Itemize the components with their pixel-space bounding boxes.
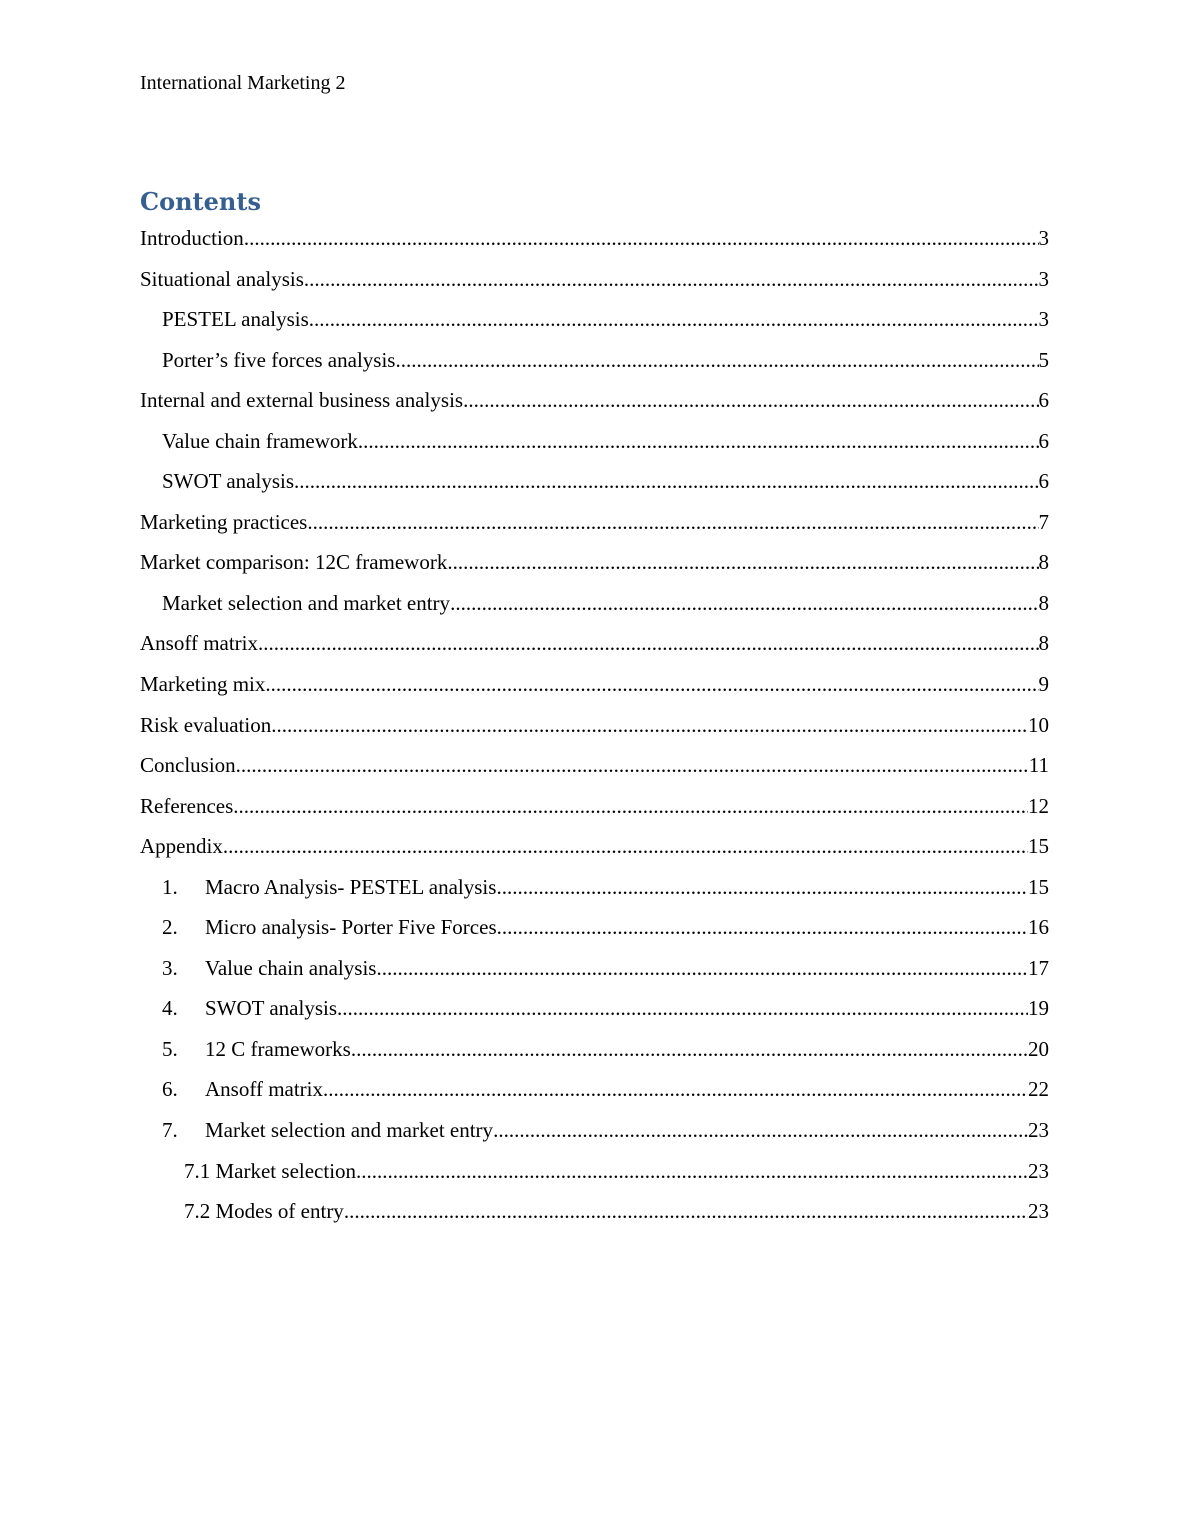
- toc-dot-leader: [447, 548, 1038, 576]
- toc-entry-page-number: 10: [1028, 712, 1049, 737]
- toc-dot-leader: [271, 711, 1028, 739]
- toc-entry-title: Ansoff matrix: [140, 631, 259, 656]
- toc-entry-page-number: 12: [1028, 793, 1049, 818]
- toc-dot-leader: [265, 670, 1038, 698]
- toc-entry-title: SWOT analysis: [205, 996, 338, 1021]
- toc-entry-title: Ansoff matrix: [205, 1077, 324, 1102]
- toc-entry-title: Value chain analysis: [205, 955, 377, 980]
- toc-dot-leader: [395, 346, 1038, 374]
- toc-entry-page-number: 19: [1028, 996, 1049, 1021]
- toc-entry[interactable]: [140, 954, 1049, 995]
- toc-entry[interactable]: [140, 629, 1049, 670]
- toc-entry-title: 12 C frameworks: [205, 1036, 351, 1061]
- toc-entry[interactable]: [140, 467, 1049, 508]
- toc-entry-page-number: 8: [1038, 590, 1049, 615]
- toc-entry-page-number: 3: [1038, 226, 1049, 250]
- toc-entry[interactable]: [140, 913, 1049, 954]
- toc-entry-number: 1.: [162, 874, 178, 899]
- toc-dot-leader: [497, 913, 1028, 941]
- toc-dot-leader: [294, 467, 1038, 495]
- toc-entry[interactable]: [140, 751, 1049, 792]
- toc-entry-page-number: 20: [1028, 1036, 1049, 1061]
- toc-entry-number: 7.: [162, 1118, 178, 1143]
- toc-entry[interactable]: [140, 386, 1049, 427]
- toc-entry-page-number: 23: [1028, 1199, 1049, 1224]
- toc-entry-page-number: 9: [1038, 672, 1049, 697]
- toc-entry[interactable]: [140, 427, 1049, 468]
- toc-dot-leader: [236, 751, 1029, 779]
- toc-dot-leader: [223, 832, 1028, 860]
- toc-entry-number: 5.: [162, 1036, 178, 1061]
- toc-entry[interactable]: [140, 711, 1049, 752]
- toc-entry-page-number: 11: [1028, 753, 1049, 778]
- toc-entry[interactable]: [140, 508, 1049, 549]
- toc-entry[interactable]: [140, 265, 1049, 306]
- toc-entry-page-number: 15: [1028, 834, 1049, 859]
- toc-entry[interactable]: [140, 548, 1049, 589]
- toc-entry-number: 2.: [162, 915, 178, 940]
- toc-entry-title: SWOT analysis: [162, 469, 295, 494]
- toc-dot-leader: [376, 954, 1028, 982]
- toc-dot-leader: [351, 1035, 1028, 1063]
- toc-entry-number: 3.: [162, 955, 178, 980]
- toc-entry[interactable]: [140, 792, 1049, 833]
- toc-entry-title: 7.2 Modes of entry: [184, 1199, 344, 1224]
- toc-entry[interactable]: [140, 670, 1049, 711]
- toc-dot-leader: [337, 994, 1028, 1022]
- toc-entry[interactable]: [140, 994, 1049, 1035]
- table-of-contents: [140, 224, 1049, 1238]
- toc-entry-page-number: 16: [1028, 915, 1049, 940]
- toc-entry-title: Marketing practices: [140, 509, 308, 534]
- toc-entry-page-number: 7: [1038, 509, 1049, 534]
- toc-entry-title: Marketing mix: [140, 672, 266, 697]
- toc-dot-leader: [244, 224, 1039, 252]
- toc-entry-page-number: 3: [1038, 266, 1049, 291]
- toc-entry-page-number: 23: [1028, 1158, 1049, 1183]
- running-header: International Marketing 2: [140, 72, 346, 94]
- toc-entry-page-number: 8: [1038, 631, 1049, 656]
- toc-entry-title: Market comparison: 12C framework: [140, 550, 448, 575]
- toc-entry[interactable]: [140, 346, 1049, 387]
- toc-entry-title: Porter’s five forces analysis: [162, 347, 396, 372]
- toc-entry-title: Market selection and market entry: [162, 590, 451, 615]
- toc-entry-title: Value chain framework: [162, 428, 358, 453]
- toc-entry-title: Market selection and market entry: [205, 1118, 494, 1143]
- toc-entry[interactable]: [140, 305, 1049, 346]
- toc-dot-leader: [307, 508, 1038, 536]
- toc-entry-page-number: 22: [1028, 1077, 1049, 1102]
- toc-entry-page-number: 8: [1038, 550, 1049, 575]
- toc-entry-number: 4.: [162, 996, 178, 1021]
- toc-entry-title: Risk evaluation: [140, 712, 272, 737]
- toc-dot-leader: [358, 427, 1039, 455]
- toc-entry-title: References: [140, 793, 234, 818]
- toc-entry[interactable]: [140, 1157, 1049, 1198]
- toc-dot-leader: [496, 873, 1028, 901]
- toc-entry-title: PESTEL analysis: [162, 307, 309, 332]
- toc-dot-leader: [356, 1157, 1028, 1185]
- toc-entry-title: Introduction: [140, 226, 244, 250]
- toc-entry-page-number: 6: [1038, 388, 1049, 413]
- toc-entry[interactable]: [140, 589, 1049, 630]
- toc-entry-page-number: 3: [1038, 307, 1049, 332]
- toc-dot-leader: [304, 265, 1039, 293]
- toc-entry[interactable]: [140, 1075, 1049, 1116]
- toc-dot-leader: [233, 792, 1028, 820]
- toc-entry-page-number: 23: [1028, 1118, 1049, 1143]
- toc-dot-leader: [493, 1116, 1028, 1144]
- toc-entry-title: Macro Analysis- PESTEL analysis: [205, 874, 497, 899]
- toc-dot-leader: [450, 589, 1038, 617]
- toc-dot-leader: [344, 1197, 1028, 1225]
- toc-heading: Contents: [140, 187, 261, 216]
- toc-entry-page-number: 17: [1028, 955, 1049, 980]
- toc-entry[interactable]: [140, 873, 1049, 914]
- toc-dot-leader: [258, 629, 1038, 657]
- toc-entry-page-number: 6: [1038, 428, 1049, 453]
- toc-entry[interactable]: [140, 832, 1049, 873]
- toc-entry-title: 7.1 Market selection: [184, 1158, 357, 1183]
- toc-entry-page-number: 5: [1038, 347, 1049, 372]
- toc-entry-number: 6.: [162, 1077, 178, 1102]
- toc-dot-leader: [463, 386, 1038, 414]
- toc-entry-title: Internal and external business analysis: [140, 388, 464, 413]
- toc-dot-leader: [323, 1075, 1028, 1103]
- toc-entry-page-number: 6: [1038, 469, 1049, 494]
- toc-entry-title: Conclusion: [140, 753, 236, 778]
- toc-dot-leader: [309, 305, 1039, 333]
- toc-entry[interactable]: [140, 1116, 1049, 1157]
- toc-entry[interactable]: [140, 1197, 1049, 1238]
- toc-entry-title: Micro analysis- Porter Five Forces: [205, 915, 497, 940]
- toc-entry[interactable]: [140, 1035, 1049, 1076]
- toc-entry-title: Appendix: [140, 834, 223, 859]
- toc-entry-page-number: 15: [1028, 874, 1049, 899]
- toc-entry-title: Situational analysis: [140, 266, 304, 291]
- toc-entry[interactable]: [140, 224, 1049, 265]
